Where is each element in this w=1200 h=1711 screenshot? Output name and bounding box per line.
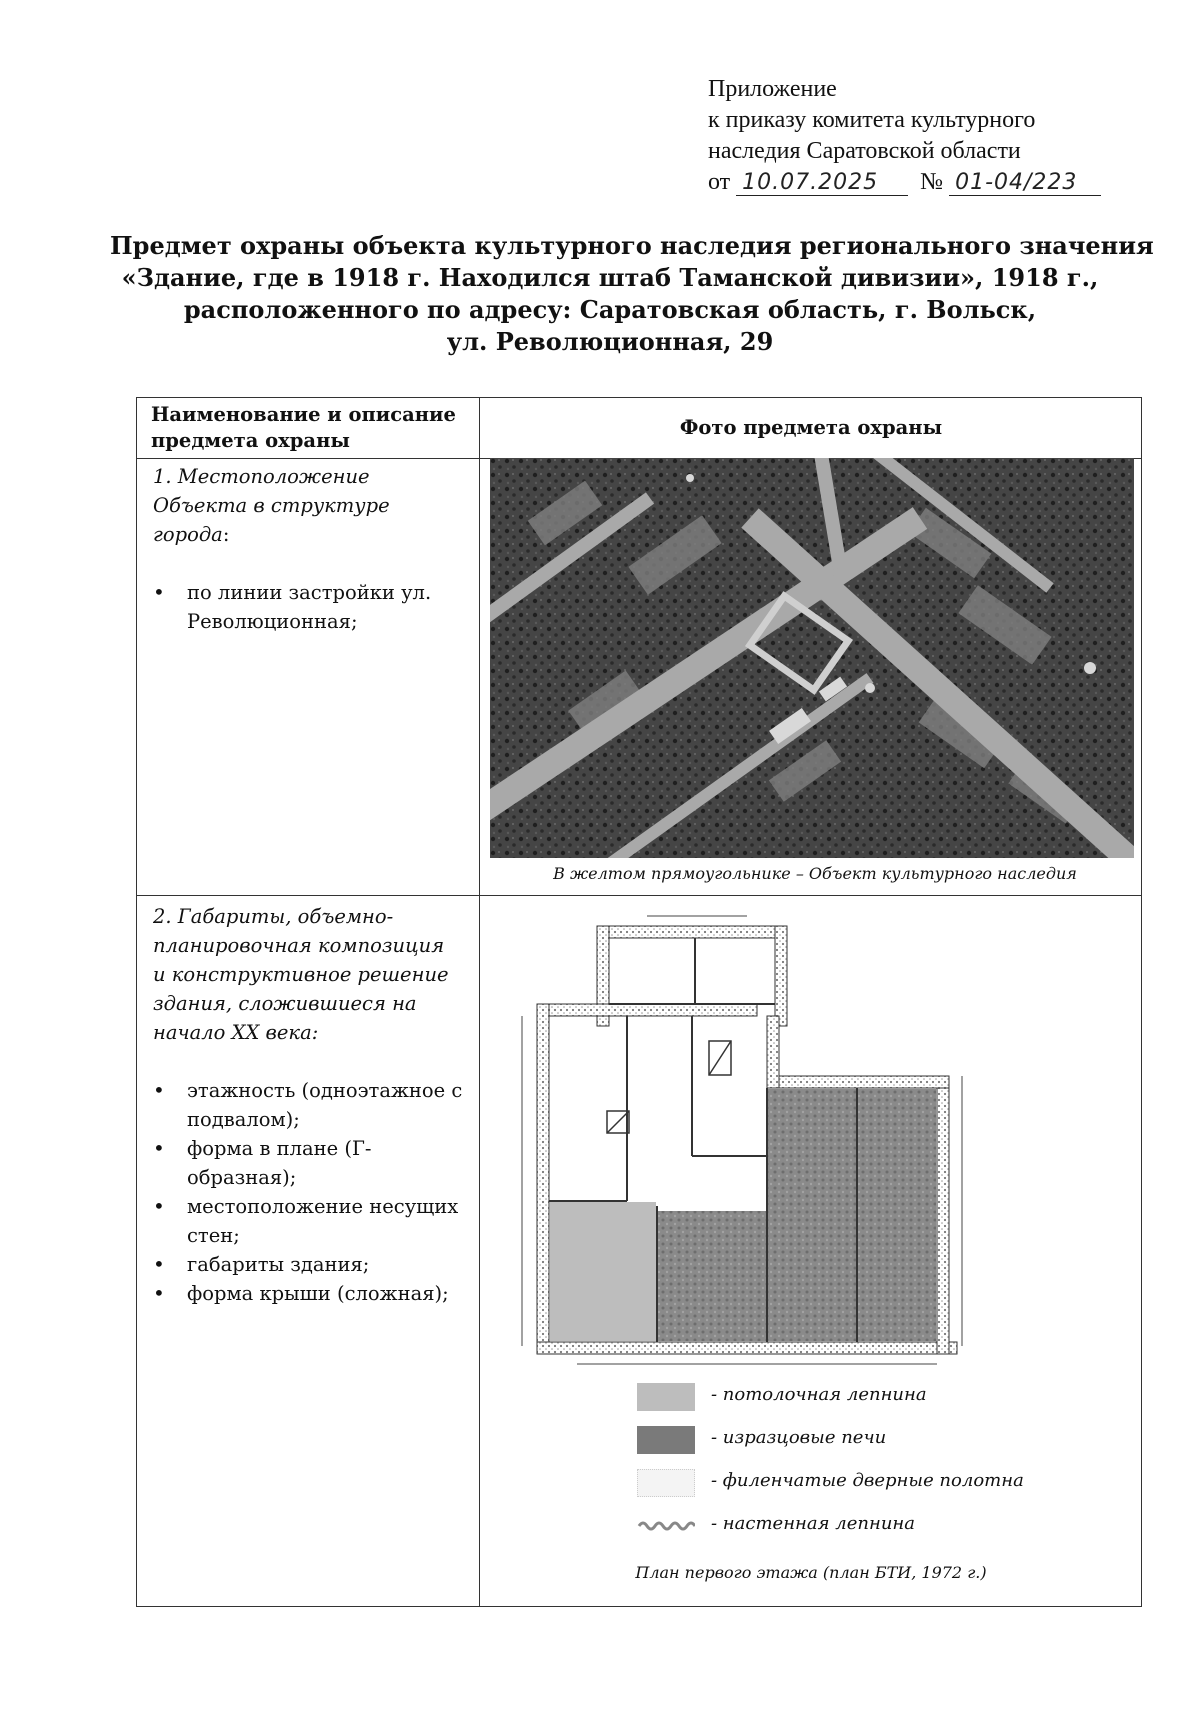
row1-heading-line: Объекта в структуре <box>153 494 390 517</box>
row2-heading-line: планировочная композиция <box>153 934 445 957</box>
row-divider <box>137 895 1141 896</box>
floor-plan-graphic <box>517 906 1077 1368</box>
aerial-map-graphic <box>490 458 1134 858</box>
column-divider <box>479 398 480 1606</box>
title-line-2: «Здание, где в 1918 г. Находился штаб Таманской дивизии», 1918 г., <box>121 263 1099 292</box>
title-line-4: ул. Революционная, 29 <box>446 327 774 356</box>
row2-bullet-list <box>153 1076 469 1308</box>
plan-legend <box>637 1381 1057 1553</box>
row1-heading-line: города: <box>153 523 230 546</box>
legend-swatch-panel-doors <box>637 1469 695 1497</box>
list-item: • местоположение несущих стен; <box>153 1192 469 1250</box>
legend-item <box>637 1381 1057 1424</box>
title-line-3: расположенного по адресу: Саратовская область, г. Вольск, <box>183 295 1037 324</box>
legend-swatch-tiled-stoves <box>637 1426 695 1454</box>
row1-bullet-list <box>153 578 463 636</box>
row2-heading-line: начало XX века: <box>153 1021 319 1044</box>
map-caption: В желтом прямоугольнике – Объект культурного наследия <box>553 864 1077 883</box>
legend-swatch-ceiling-stucco <box>637 1383 695 1411</box>
list-item: • этажность (одноэтажное с подвалом); <box>153 1076 469 1134</box>
order-date: 10.07.2025 <box>742 170 879 195</box>
list-item: • по линии застройки ул. Революционная; <box>153 578 463 636</box>
order-number: 01-04/223 <box>955 170 1078 195</box>
list-item: • форма крыши (сложная); <box>153 1279 469 1308</box>
from-label: от <box>708 169 731 195</box>
row2-heading-line: здания, сложившиеся на <box>153 992 417 1015</box>
row2-heading-line: и конструктивное решение <box>153 963 449 986</box>
legend-item <box>637 1510 1057 1553</box>
legend-label: - настенная лепнина <box>711 1513 916 1534</box>
appendix-order-ref: к приказу комитета культурного <box>708 107 1036 133</box>
legend-item <box>637 1424 1057 1467</box>
row2-description <box>153 902 469 1308</box>
location-map-image <box>490 458 1134 858</box>
list-item: • габариты здания; <box>153 1250 469 1279</box>
legend-label: - изразцовые печи <box>711 1427 887 1448</box>
column-header-photo: Фото предмета охраны <box>679 416 943 439</box>
legend-item <box>637 1467 1057 1510</box>
order-date-field <box>736 170 908 196</box>
order-number-field <box>949 170 1101 196</box>
appendix-title: Приложение <box>708 76 837 102</box>
row1-description <box>153 462 463 636</box>
appendix-committee: наследия Саратовской области <box>708 138 1021 164</box>
legend-label: - потолочная лепнина <box>711 1384 927 1405</box>
floor-plan-drawing <box>517 906 1077 1368</box>
title-line-1: Предмет охраны объекта культурного наследия регионального значения <box>110 231 1154 260</box>
number-label: № <box>920 169 944 195</box>
protection-table <box>136 397 1142 1607</box>
column-header-description: Наименование и описание предмета охраны <box>151 403 456 452</box>
legend-swatch-wall-stucco-icon <box>637 1512 695 1540</box>
list-item: • форма в плане (Г-образная); <box>153 1134 469 1192</box>
order-date-number-line <box>708 167 1148 198</box>
row2-heading-line: 2. Габариты, объемно- <box>153 905 394 928</box>
plan-caption: План первого этажа (план БТИ, 1972 г.) <box>635 1563 987 1582</box>
document-title <box>110 230 1154 358</box>
legend-label: - филенчатые дверные полотна <box>711 1470 1024 1491</box>
appendix-header <box>708 74 1148 198</box>
row1-heading-line: 1. Местоположение <box>153 465 370 488</box>
